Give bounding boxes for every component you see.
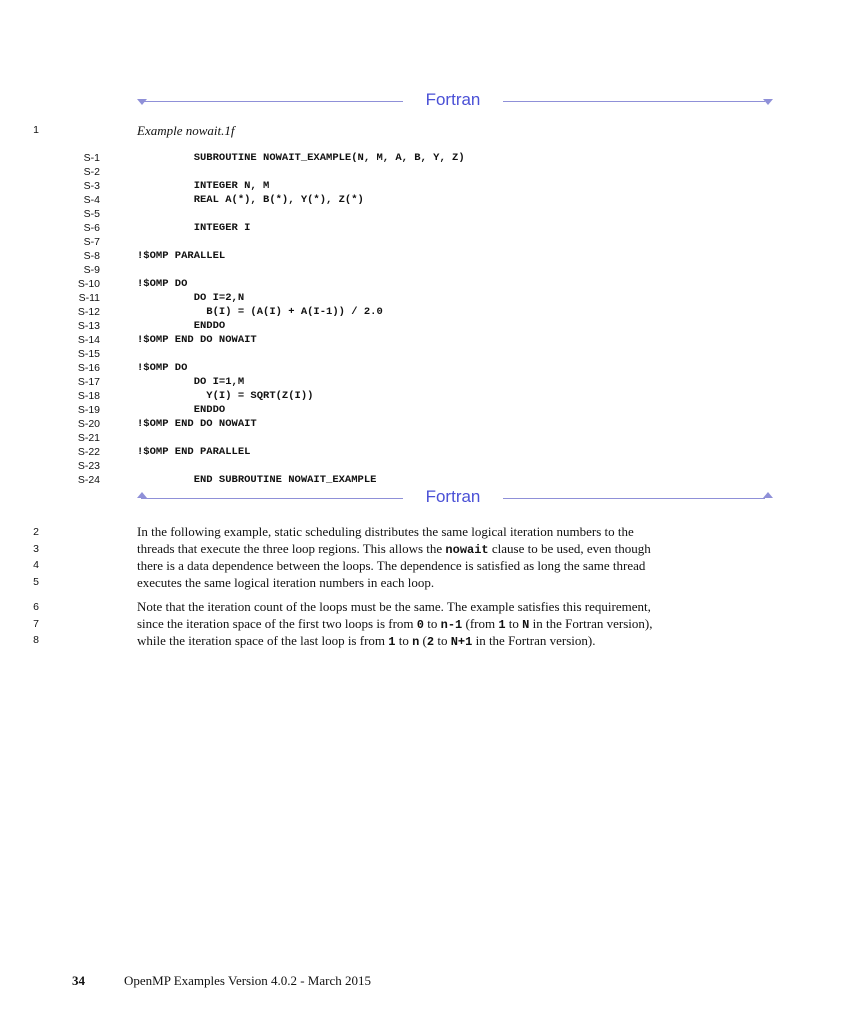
code-line-number: S-11 [78, 292, 100, 304]
code-text: !$OMP PARALLEL [137, 250, 226, 262]
line-number: 7 [33, 617, 39, 630]
line-number: 6 [33, 601, 39, 613]
line-number: 8 [33, 634, 39, 646]
text-run: clause to be used, even though [488, 540, 651, 556]
paragraph-line [137, 616, 777, 634]
text-run: to [395, 633, 413, 648]
paragraph-line: In the following example, static scheduling distributes the same logical iteration numbers to the [137, 524, 634, 539]
code-line-number: S-5 [83, 208, 100, 220]
code-line-number: S-17 [77, 376, 100, 388]
code-line [0, 445, 864, 459]
banner-label: Fortran [425, 487, 481, 506]
code-line-number: S-19 [77, 404, 100, 416]
example-title: Example nowait.1f [137, 123, 235, 138]
line-number: 1 [33, 124, 39, 136]
code-line-number: S-16 [77, 362, 100, 374]
code-line [0, 151, 864, 165]
code-line-number: S-1 [83, 152, 100, 164]
code-value: 0 [416, 617, 424, 632]
code-line-number: S-2 [83, 166, 100, 178]
code-text: !$OMP DO [137, 278, 188, 290]
code-line [0, 361, 864, 375]
code-line [0, 347, 864, 361]
banner-rule [141, 498, 403, 499]
code-line [0, 207, 864, 221]
code-line [0, 333, 864, 347]
code-line-number: S-10 [77, 278, 100, 290]
code-text: INTEGER N, M [137, 180, 270, 192]
code-value: N [522, 617, 530, 632]
code-text: !$OMP END DO NOWAIT [137, 334, 257, 346]
code-text: ENDDO [137, 404, 226, 416]
text-run: threads that execute the three loop regions. This allows the [137, 540, 446, 556]
code-line-number: S-3 [83, 180, 100, 192]
banner-rule [503, 498, 765, 499]
fortran-banner-top [137, 89, 773, 113]
paragraph [137, 524, 777, 591]
code-value: n [412, 635, 420, 649]
code-text: ENDDO [137, 320, 226, 332]
banner-rule [503, 101, 765, 102]
triangle-down-icon [137, 99, 147, 105]
paragraph-line: Note that the iteration count of the loops must be the same. The example satisfies this requirement, [137, 599, 651, 614]
code-value: N+1 [450, 635, 473, 649]
code-line-number: S-12 [77, 306, 100, 318]
code-line-number: S-20 [77, 418, 100, 430]
code-line [0, 179, 864, 193]
code-line [0, 193, 864, 207]
code-line [0, 403, 864, 417]
code-line [0, 263, 864, 277]
code-value: 2 [426, 635, 435, 649]
code-text: !$OMP DO [137, 362, 188, 374]
code-text: REAL A(*), B(*), Y(*), Z(*) [137, 194, 364, 206]
paragraph [137, 599, 777, 651]
code-line-number: S-18 [77, 390, 100, 402]
code-text: INTEGER I [137, 222, 251, 234]
code-text: Y(I) = SQRT(Z(I)) [137, 390, 314, 402]
text-run: to [434, 633, 451, 648]
code-value: n-1 [440, 617, 463, 632]
code-line-number: S-6 [83, 222, 100, 234]
text-run: while the iteration space of the last loop is from [137, 633, 389, 648]
code-line-number: S-9 [83, 264, 100, 276]
triangle-up-icon [763, 492, 773, 498]
text-run: since the iteration space of the first two loops is from [137, 615, 417, 631]
footer-text: OpenMP Examples Version 4.0.2 - March 2015 [124, 973, 371, 988]
code-line-number: S-21 [77, 432, 100, 444]
triangle-down-icon [763, 99, 773, 105]
code-line [0, 459, 864, 473]
code-line-number: S-24 [77, 474, 100, 486]
code-line [0, 291, 864, 305]
code-line [0, 277, 864, 291]
code-line [0, 389, 864, 403]
paragraph-line [137, 541, 777, 559]
line-number: 4 [33, 559, 39, 571]
line-number: 3 [33, 542, 39, 555]
code-line-number: S-23 [77, 460, 100, 472]
code-value: 1 [388, 635, 396, 649]
paragraph-line: executes the same logical iteration numbers in each loop. [137, 574, 435, 590]
code-line [0, 305, 864, 319]
text-run: in the Fortran version), [529, 615, 653, 631]
paragraph-line: there is a data dependence between the loops. The dependence is satisfied as long the same thread [137, 558, 646, 573]
code-line-number: S-4 [83, 194, 100, 206]
code-line-number: S-7 [83, 236, 100, 248]
line-number: 2 [33, 526, 39, 538]
code-line-number: S-13 [77, 320, 100, 332]
code-line [0, 235, 864, 249]
text-run: to [505, 615, 523, 631]
code-text: DO I=2,N [137, 292, 245, 304]
code-line-number: S-15 [77, 348, 100, 360]
code-line [0, 249, 864, 263]
code-text: B(I) = (A(I) + A(I-1)) / 2.0 [137, 306, 383, 318]
text-run: to [424, 615, 441, 631]
code-keyword: nowait [445, 542, 489, 557]
code-line [0, 375, 864, 389]
code-text: DO I=1,M [137, 376, 245, 388]
code-line-number: S-14 [77, 334, 100, 346]
banner-rule [141, 101, 403, 102]
paragraph-line [137, 633, 777, 651]
code-line [0, 165, 864, 179]
code-line [0, 319, 864, 333]
code-value: 1 [498, 617, 506, 632]
page-number: 34 [72, 973, 85, 988]
code-text: SUBROUTINE NOWAIT_EXAMPLE(N, M, A, B, Y, Z) [137, 152, 465, 164]
code-line-number: S-8 [83, 250, 100, 262]
text-run: (from [462, 615, 499, 631]
code-text: !$OMP END DO NOWAIT [137, 418, 257, 430]
line-number: 5 [33, 575, 39, 588]
code-text: !$OMP END PARALLEL [137, 446, 251, 458]
code-line [0, 417, 864, 431]
code-line [0, 431, 864, 445]
code-line [0, 473, 864, 487]
code-text: END SUBROUTINE NOWAIT_EXAMPLE [137, 474, 377, 486]
banner-label: Fortran [425, 90, 481, 109]
code-line [0, 221, 864, 235]
fortran-banner-bottom [137, 486, 773, 510]
code-line-number: S-22 [77, 446, 100, 458]
text-run: ( [419, 633, 427, 648]
text-run: in the Fortran version). [472, 633, 596, 648]
